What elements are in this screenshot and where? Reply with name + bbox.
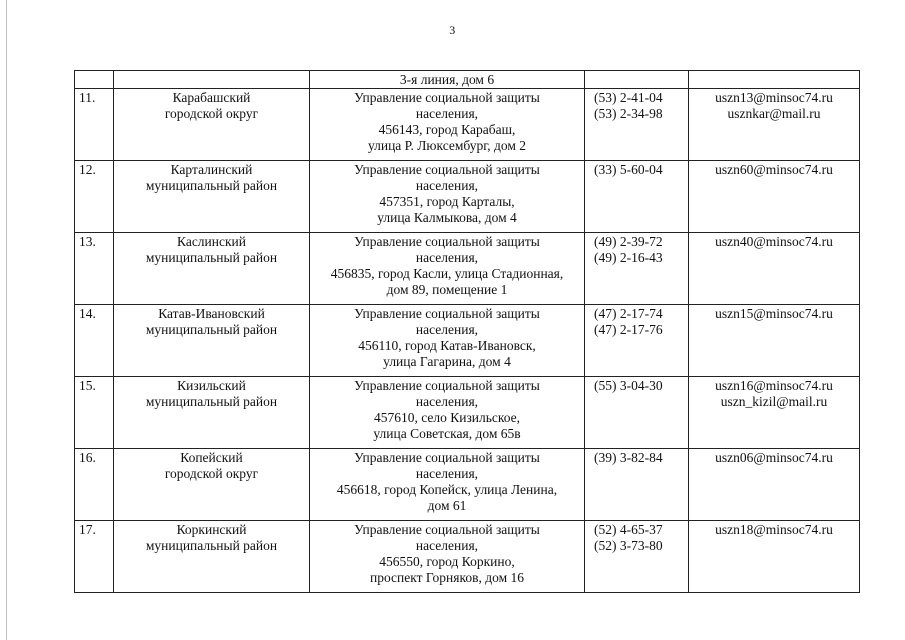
cell-emails [689, 161, 860, 233]
organization-line: населения, [415, 106, 479, 121]
phone-line: (53) 2-41-04 [594, 90, 663, 105]
organization-line: Управление социальной защиты [354, 378, 540, 393]
organization-line: Управление социальной защиты [354, 522, 540, 537]
cell-phones [585, 233, 689, 305]
cell-organization [310, 377, 585, 449]
organization-line: проспект Горняков, дом 16 [369, 570, 524, 585]
territory-line: городской округ [164, 466, 259, 481]
cell-number: 16. [75, 449, 114, 521]
phone-line: (52) 4-65-37 [594, 522, 663, 537]
cell-organization [310, 71, 585, 89]
cell-phones [585, 449, 689, 521]
phone-line: (47) 2-17-76 [594, 322, 663, 337]
organization-line: Управление социальной защиты [354, 90, 540, 105]
cell-organization [310, 449, 585, 521]
organization-line: улица Р. Люксембург, дом 2 [367, 138, 527, 153]
cell-emails [689, 71, 860, 89]
table-row [75, 233, 860, 305]
cell-territory [114, 449, 310, 521]
territory-line: Кизильский [177, 378, 246, 393]
cell-number: 13. [75, 233, 114, 305]
cell-territory [114, 89, 310, 161]
cell-number: 17. [75, 521, 114, 593]
email-line: uszn15@minsoc74.ru [715, 306, 833, 321]
cell-emails [689, 89, 860, 161]
cell-phones [585, 305, 689, 377]
email-line: uszn16@minsoc74.ru [715, 378, 833, 393]
cell-emails [689, 521, 860, 593]
organization-line: улица Калмыкова, дом 4 [377, 210, 517, 225]
email-line: usznkar@mail.ru [727, 106, 821, 121]
cell-emails [689, 305, 860, 377]
phone-line: (55) 3-04-30 [594, 378, 663, 393]
organization-line: населения, [415, 538, 479, 553]
phone-line: (53) 2-34-98 [594, 106, 663, 121]
email-line: uszn60@minsoc74.ru [715, 162, 833, 177]
territory-line: Копейский [180, 450, 243, 465]
organization-line: населения, [415, 250, 479, 265]
cell-number: 12. [75, 161, 114, 233]
organization-line: Управление социальной защиты [354, 306, 540, 321]
territory-line: Карабашский [172, 90, 251, 105]
cell-phones [585, 521, 689, 593]
table-row [75, 521, 860, 593]
phone-line: (33) 5-60-04 [594, 162, 663, 177]
organization-line: населения, [415, 322, 479, 337]
organization-line: Управление социальной защиты [354, 450, 540, 465]
cell-emails [689, 449, 860, 521]
phone-line: (49) 2-39-72 [594, 234, 663, 249]
email-line: uszn06@minsoc74.ru [715, 450, 833, 465]
page-edge-line [6, 0, 7, 640]
organization-line: населения, [415, 466, 479, 481]
organization-line: Управление социальной защиты [354, 162, 540, 177]
organization-line: 456550, город Коркино, [379, 554, 515, 569]
organization-line: 456143, город Карабаш, [378, 122, 516, 137]
organization-line: населения, [415, 178, 479, 193]
phone-line: (39) 3-82-84 [594, 450, 663, 465]
table-row [75, 161, 860, 233]
contacts-table-body [75, 71, 860, 593]
cell-territory [114, 377, 310, 449]
territory-line: Каслинский [177, 234, 246, 249]
cell-territory [114, 521, 310, 593]
table-row [75, 449, 860, 521]
territory-line: городской округ [164, 106, 259, 121]
territory-line: муниципальный район [145, 538, 278, 553]
territory-line: муниципальный район [145, 250, 278, 265]
organization-line: 457610, село Кизильское, [373, 410, 521, 425]
email-line: uszn18@minsoc74.ru [715, 522, 833, 537]
contacts-table [74, 70, 860, 593]
cell-territory [114, 305, 310, 377]
cell-territory [114, 71, 310, 89]
table-row [75, 305, 860, 377]
organization-line: дом 61 [427, 498, 467, 513]
organization-line: улица Советская, дом 65в [373, 426, 521, 441]
cell-organization [310, 89, 585, 161]
cell-phones [585, 377, 689, 449]
email-line: uszn_kizil@mail.ru [720, 394, 828, 409]
territory-line: муниципальный район [145, 322, 278, 337]
cell-phones [585, 71, 689, 89]
table-row [75, 89, 860, 161]
email-line: uszn13@minsoc74.ru [715, 90, 833, 105]
cell-organization [310, 233, 585, 305]
cell-organization [310, 161, 585, 233]
territory-line: Карталинский [170, 162, 253, 177]
territory-line: муниципальный район [145, 178, 278, 193]
cell-organization [310, 305, 585, 377]
cell-number: 11. [75, 89, 114, 161]
phone-line: (49) 2-16-43 [594, 250, 663, 265]
cell-phones [585, 161, 689, 233]
page-number: 3 [449, 23, 456, 37]
email-line: uszn40@minsoc74.ru [715, 234, 833, 249]
cell-territory [114, 161, 310, 233]
cell-emails [689, 233, 860, 305]
organization-line: 456835, город Касли, улица Стадионная, [330, 266, 564, 281]
cell-number: 15. [75, 377, 114, 449]
territory-line: Катав-Ивановский [158, 306, 265, 321]
cell-number: 14. [75, 305, 114, 377]
cell-number [75, 71, 114, 89]
phone-line: (47) 2-17-74 [594, 306, 663, 321]
organization-line: Управление социальной защиты [354, 234, 540, 249]
cell-emails [689, 377, 860, 449]
organization-line: населения, [415, 394, 479, 409]
phone-line: (52) 3-73-80 [594, 538, 663, 553]
cell-territory [114, 233, 310, 305]
table-row [75, 377, 860, 449]
table-row-continuation [75, 71, 860, 89]
organization-line: улица Гагарина, дом 4 [383, 354, 511, 369]
organization-line: 457351, город Карталы, [379, 194, 515, 209]
organization-line: 3-я линия, дом 6 [399, 72, 495, 87]
organization-line: 456110, город Катав-Ивановск, [358, 338, 536, 353]
territory-line: Коркинский [176, 522, 247, 537]
organization-line: дом 89, помещение 1 [386, 282, 508, 297]
territory-line: муниципальный район [145, 394, 278, 409]
cell-phones [585, 89, 689, 161]
organization-line: 456618, город Копейск, улица Ленина, [336, 482, 558, 497]
cell-organization [310, 521, 585, 593]
